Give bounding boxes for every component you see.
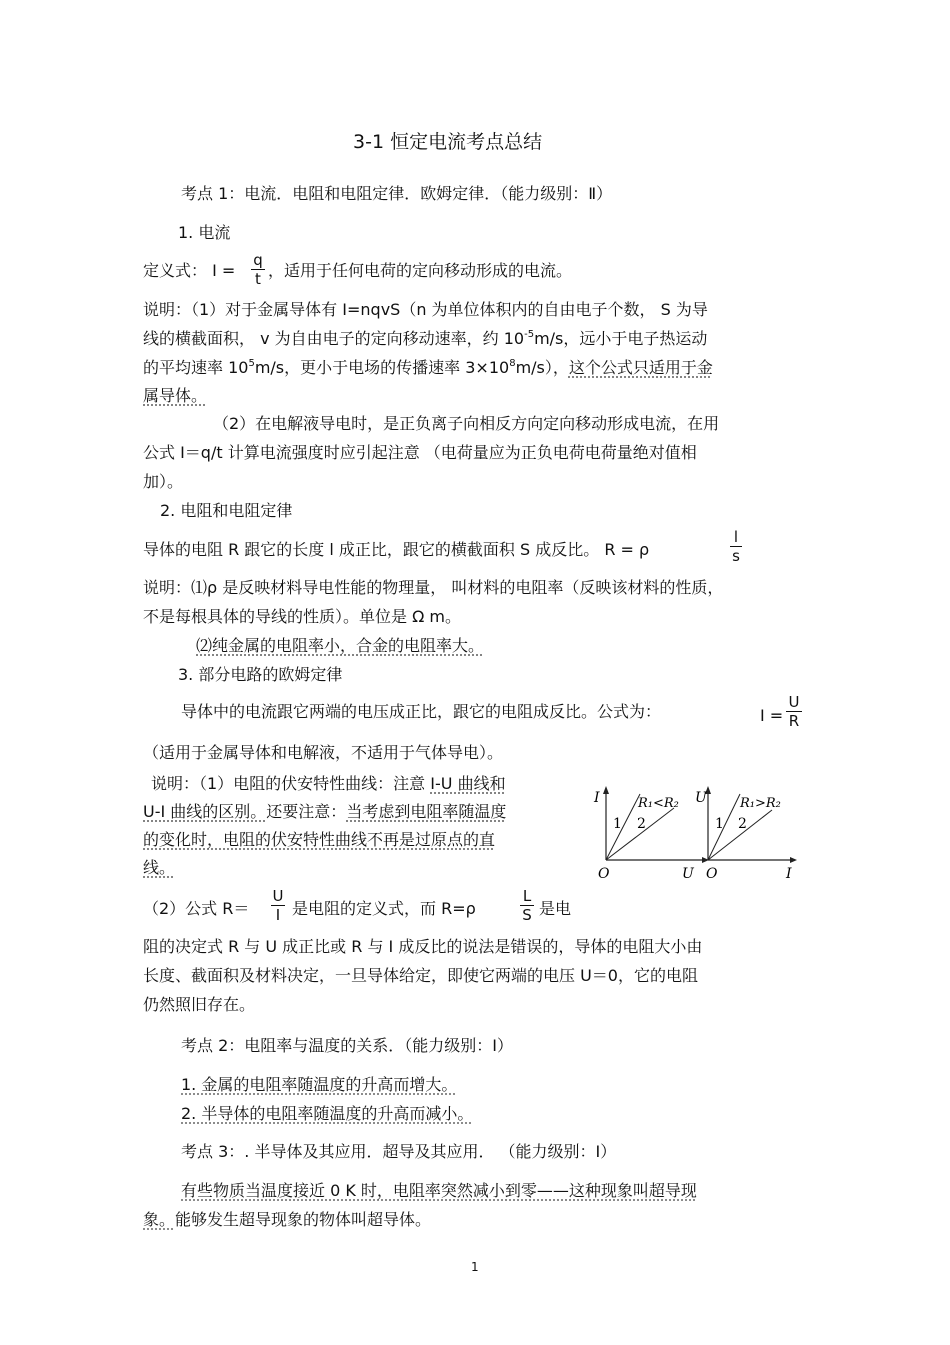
iv-note-line-4: 线。 bbox=[143, 858, 176, 877]
graph1-line2-label: 2 bbox=[637, 816, 646, 832]
fraction-u-over-r bbox=[786, 693, 802, 730]
fraction-numerator: l bbox=[733, 528, 739, 546]
iv-note-line-1: 说明：（1）电阻的伏安特性曲线：注意 I-U 曲线和 bbox=[151, 774, 506, 793]
graph2-xlabel: I bbox=[786, 866, 792, 882]
superconductivity-line-1: 有些物质当温度接近 0 K 时，电阻率突然减小到零——这种现象叫超导现 bbox=[181, 1181, 697, 1200]
decision-line-1: 阻的决定式 R 与 U 成正比或 R 与 I 成反比的说法是错误的，导体的电阻大小由 bbox=[143, 937, 703, 956]
graph2-origin: O bbox=[706, 866, 718, 882]
kaodian-2-item-2: 2. 半导体的电阻率随温度的升高而减小。 bbox=[181, 1104, 474, 1123]
iv-characteristic-graphs bbox=[592, 780, 812, 885]
fraction-numerator: q bbox=[253, 251, 263, 269]
graph1-ylabel: I bbox=[594, 790, 600, 806]
fraction-numerator: U bbox=[272, 887, 284, 905]
definition-suffix: ，适用于任何电荷的定向移动形成的电流。 bbox=[268, 261, 573, 280]
resistivity-note-line-2: 不是每根具体的导线的性质）。单位是 Ω m。 bbox=[143, 607, 461, 626]
formula-note-prefix: （2）公式 R＝ bbox=[143, 899, 250, 918]
superconductivity-line-2: 象。能够发生超导现象的物体叫超导体。 bbox=[143, 1210, 432, 1229]
graph2-relation: R₁>R₂ bbox=[740, 796, 781, 811]
formula-note-suffix: 是电 bbox=[539, 899, 572, 918]
graph2-line2-label: 2 bbox=[738, 816, 747, 832]
graph1-xlabel: U bbox=[682, 866, 694, 882]
section-3-heading: 3. 部分电路的欧姆定律 bbox=[178, 665, 343, 684]
fraction-denominator: s bbox=[730, 546, 742, 565]
iv-note-line-2: U-I 曲线的区别。还要注意：当考虑到电阻率随温度 bbox=[143, 802, 507, 821]
note-2-line-2: 公式 I＝q/t 计算电流强度时应引起注意 （电荷量应为正负电荷电荷量绝对值相 bbox=[143, 443, 697, 462]
iv-note-line-3: 的变化时，电阻的伏安特性曲线不再是过原点的直 bbox=[143, 830, 496, 849]
definition-prefix: 定义式： I = bbox=[143, 261, 236, 280]
graph2-line1-label: 1 bbox=[715, 816, 724, 832]
fraction-l-over-s-2 bbox=[520, 887, 534, 924]
note-1-line-3: 的平均速率 $10^5m/s$，更小于电场的传播速率 $3\times 10^8m/s$），这个公式只适用于金 bbox=[143, 358, 713, 377]
note-2-line-1: （2）在电解液导电时，是正负离子向相反方向定向移动形成电流，在用 bbox=[213, 414, 720, 433]
fraction-numerator: U bbox=[788, 693, 800, 711]
graph2-ylabel: U bbox=[695, 790, 707, 806]
decision-line-3: 仍然照旧存在。 bbox=[143, 995, 256, 1014]
graph1-line1-label: 1 bbox=[613, 816, 622, 832]
kaodian-2-item-1: 1. 金属的电阻率随温度的升高而增大。 bbox=[181, 1075, 458, 1094]
kaodian-2-heading: 考点 2：电阻率与温度的关系．（能力级别：Ⅰ） bbox=[181, 1036, 513, 1055]
resistivity-note-line-3: ⑵纯金属的电阻率小，合金的电阻率大。 bbox=[196, 636, 485, 655]
fraction-q-over-t bbox=[251, 251, 265, 288]
kaodian-1-heading: 考点 1：电流．电阻和电阻定律．欧姆定律．（能力级别：Ⅱ） bbox=[181, 184, 613, 203]
note-1-line-4: 属导体。 bbox=[143, 386, 208, 405]
fraction-denominator: I bbox=[271, 905, 285, 924]
section-1-heading: 1. 电流 bbox=[178, 223, 231, 242]
fraction-denominator: S bbox=[520, 905, 534, 924]
graph1-origin: O bbox=[598, 866, 610, 882]
graph-u-i bbox=[695, 786, 797, 882]
fraction-l-over-s bbox=[730, 528, 742, 565]
page-title: 3-1 恒定电流考点总结 bbox=[353, 131, 543, 153]
resistance-law-text: 导体的电阻 R 跟它的长度 l 成正比，跟它的横截面积 S 成反比。 R = ρ bbox=[143, 540, 650, 559]
ohm-law-text: 导体中的电流跟它两端的电压成正比，跟它的电阻成反比。公式为： bbox=[181, 702, 662, 721]
note-2-line-3: 加）。 bbox=[143, 472, 184, 491]
ohm-formula-prefix: I = bbox=[760, 706, 784, 725]
decision-line-2: 长度、截面积及材料决定，一旦导体给定，即使它两端的电压 U＝0，它的电阻 bbox=[143, 966, 698, 985]
fraction-u-over-i bbox=[271, 887, 285, 924]
kaodian-3-heading: 考点 3：. 半导体及其应用．超导及其应用． （能力级别：Ⅰ） bbox=[181, 1142, 617, 1161]
fraction-denominator: t bbox=[251, 269, 265, 288]
graph-i-u bbox=[593, 786, 709, 882]
note-1-line-2: 线的横截面积， v 为自由电子的定向移动速率，约 $10^{-5}m/s$，远小于电子热运动 bbox=[143, 329, 708, 348]
section-2-heading: 2. 电阻和电阻定律 bbox=[160, 501, 293, 520]
resistivity-note-line-1: 说明：⑴ρ 是反映材料导电性能的物理量， 叫材料的电阻率（反映该材料的性质， bbox=[143, 578, 724, 597]
note-1-line-1: 说明：（1）对于金属导体有 I=nqvS（n 为单位体积内的自由电子个数， S 为导 bbox=[143, 300, 708, 319]
page-number: 1 bbox=[471, 1260, 479, 1274]
ohm-law-applicability: （适用于金属导体和电解液，不适用于气体导电）。 bbox=[143, 743, 504, 762]
fraction-numerator: L bbox=[522, 887, 532, 905]
fraction-denominator: R bbox=[786, 711, 802, 730]
graph1-relation: R₁<R₂ bbox=[638, 796, 679, 811]
formula-note-middle: 是电阻的定义式，而 R=ρ bbox=[292, 899, 476, 918]
